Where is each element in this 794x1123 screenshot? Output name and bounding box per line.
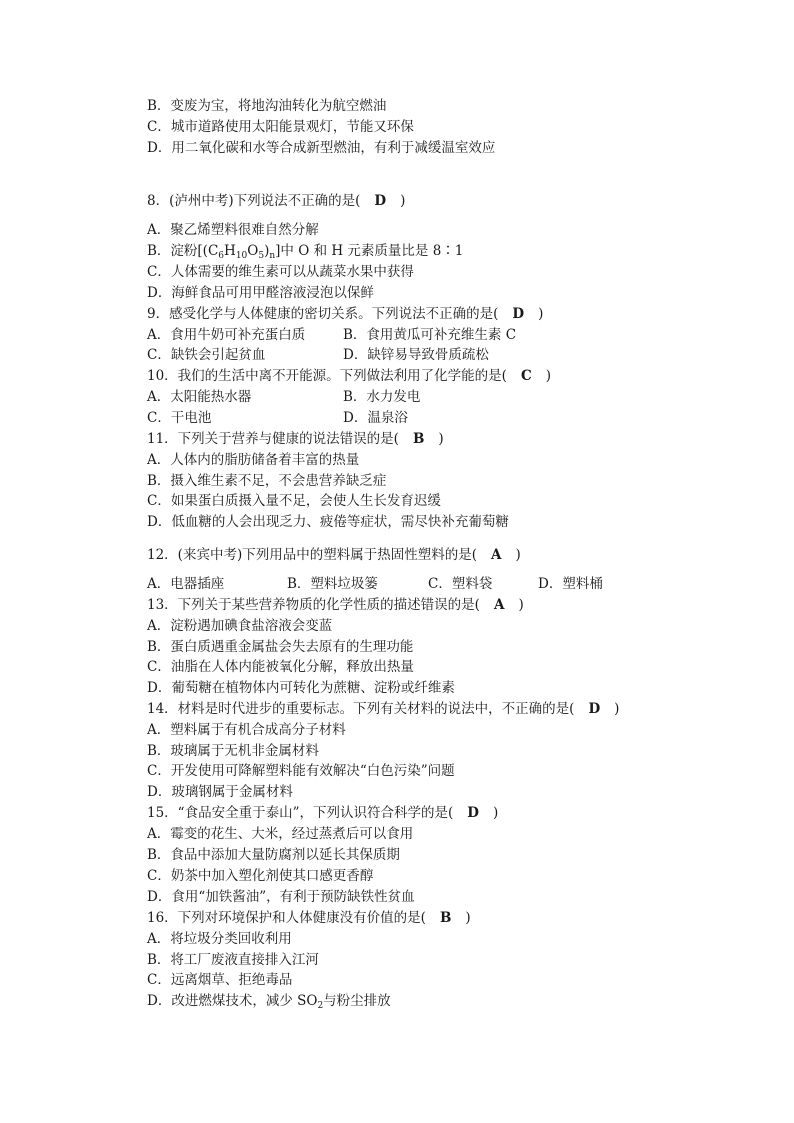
option-line: B．将工厂废液直接排入江河 <box>147 952 319 968</box>
question-stem <box>147 546 521 564</box>
answer-letter: C <box>520 368 532 384</box>
option: C．干电池 <box>147 410 212 426</box>
option-line: C．开发使用可降解塑料能有效解决“白色污染”问题 <box>147 763 455 779</box>
option-line: B．摄入维生素不足，不会患营养缺乏症 <box>147 473 387 489</box>
option-line: A．聚乙烯塑料很难自然分解 <box>147 222 319 238</box>
stem-text: 12．(来宾中考)下列用品中的塑料属于热固性塑料的是( <box>147 547 477 563</box>
formula-subscript: 2 <box>317 1001 324 1011</box>
option-line: C．人体需要的维生素可以从蔬菜水果中获得 <box>147 264 414 280</box>
option-line: B．蛋白质遇重金属盐会失去原有的生理功能 <box>147 639 414 655</box>
option: B．塑料垃圾篓 <box>287 576 378 592</box>
option: D．缺锌易导致骨质疏松 <box>343 347 489 363</box>
close-paren: ) <box>518 597 524 613</box>
formula-subscript: 6 <box>218 251 225 261</box>
option: A．食用牛奶可补充蛋白质 <box>147 327 306 343</box>
question-stem <box>147 192 405 210</box>
option-line: C．远离烟草、拒绝毒品 <box>147 972 293 988</box>
close-paren: ) <box>465 910 471 926</box>
stem-text: 9．感受化学与人体健康的密切关系。下列说法不正确的是( <box>147 306 499 322</box>
close-paren: ) <box>438 431 444 447</box>
formula-part: ) <box>264 243 270 259</box>
option-line: C．油脂在人体内能被氧化分解，释放出热量 <box>147 659 414 675</box>
option-line: D．低血糖的人会出现乏力、疲倦等症状，需尽快补充葡萄糖 <box>147 514 509 530</box>
answer-letter: D <box>512 306 525 322</box>
answer-letter: D <box>588 701 601 717</box>
option-row <box>147 388 420 406</box>
answer-letter: B <box>439 910 452 926</box>
stem-text: 10．我们的生活中离不开能源。下列做法利用了化学能的是( <box>147 368 507 384</box>
formula-part: B．淀粉[(C <box>147 243 219 259</box>
formula-part: H <box>224 243 236 259</box>
formula-part: O <box>247 243 259 259</box>
option-line-formula <box>147 992 391 1010</box>
option-line: D．食用“加铁酱油”，有利于预防缺铁性贫血 <box>147 889 415 905</box>
option: D．温泉浴 <box>343 410 408 426</box>
close-paren: ) <box>400 193 406 209</box>
option-line: A．人体内的脂肪储备着丰富的热量 <box>147 452 360 468</box>
option: C．塑料袋 <box>428 576 493 592</box>
close-paren: ) <box>515 547 521 563</box>
stem-text: 8．(泸州中考)下列说法不正确的是( <box>147 193 361 209</box>
question-stem <box>147 700 619 718</box>
option-line: C．奶茶中加入塑化剂使其口感更香醇 <box>147 868 374 884</box>
option: D．塑料桶 <box>538 576 603 592</box>
question-stem <box>147 596 524 614</box>
close-paren: ) <box>614 701 620 717</box>
close-paren: ) <box>538 306 544 322</box>
option-line: B．玻璃属于无机非金属材料 <box>147 743 319 759</box>
option-line: A．霉变的花生、大米，经过蒸煮后可以食用 <box>147 826 414 842</box>
question-stem <box>147 909 471 927</box>
formula-part: ]中 O 和 H 元素质量比是 8∶1 <box>275 243 464 259</box>
formula-subscript: 5 <box>258 251 265 261</box>
option: B．水力发电 <box>343 389 421 405</box>
option: C．缺铁会引起贫血 <box>147 347 266 363</box>
formula-subscript: n <box>269 251 276 261</box>
option-line: A．淀粉遇加碘食盐溶液会变蓝 <box>147 618 333 634</box>
option-line: A．将垃圾分类回收利用 <box>147 931 292 947</box>
option-line: C．城市道路使用太阳能景观灯，节能又环保 <box>147 119 414 135</box>
close-paren: ) <box>492 805 499 821</box>
stem-text: 15．“食品安全重于泰山”，下列认识符合科学的是( <box>147 805 454 821</box>
answer-letter: D <box>467 805 479 821</box>
answer-letter: A <box>493 597 505 613</box>
question-stem <box>147 305 543 323</box>
question-stem <box>147 367 551 385</box>
stem-text: 11．下列关于营养与健康的说法错误的是( <box>147 431 399 447</box>
formula-subscript: 10 <box>235 251 248 261</box>
answer-letter: D <box>374 193 387 209</box>
stem-text: 13．下列关于某些营养物质的化学性质的描述错误的是( <box>147 597 480 613</box>
close-paren: ) <box>545 368 551 384</box>
option-row <box>147 409 408 427</box>
option-row <box>147 346 489 364</box>
question-stem <box>147 430 444 448</box>
option-line: D．用二氧化碳和水等合成新型燃油，有利于减缓温室效应 <box>147 140 496 156</box>
option: A．太阳能热水器 <box>147 389 252 405</box>
option-line: D．玻璃钢属于金属材料 <box>147 784 293 800</box>
option: A．电器插座 <box>147 576 225 592</box>
option-row <box>147 326 516 344</box>
option-line: D．葡萄糖在植物体内可转化为蔗糖、淀粉或纤维素 <box>147 680 455 696</box>
stem-text: 14．材料是时代进步的重要标志。下列有关材料的说法中，不正确的是( <box>147 701 575 717</box>
option-row <box>147 575 603 593</box>
option: B．食用黄瓜可补充维生素 C <box>343 327 517 343</box>
formula-part: D．改进燃煤技术，减少 SO <box>147 993 318 1009</box>
option-line-formula <box>147 242 463 260</box>
option-line: B．食品中添加大量防腐剂以延长其保质期 <box>147 847 400 863</box>
stem-text: 16．下列对环境保护和人体健康没有价值的是( <box>147 910 426 926</box>
formula-part: 与粉尘排放 <box>323 993 391 1009</box>
option-line: D．海鲜食品可用甲醛溶液浸泡以保鲜 <box>147 285 374 301</box>
answer-letter: A <box>490 547 502 563</box>
option-line: C．如果蛋白质摄入量不足，会使人生长发育迟缓 <box>147 493 441 509</box>
option-line: A．塑料属于有机合成高分子材料 <box>147 722 346 738</box>
question-stem <box>147 804 498 822</box>
answer-letter: B <box>412 431 425 447</box>
option-line: B．变废为宝，将地沟油转化为航空燃油 <box>147 98 387 114</box>
